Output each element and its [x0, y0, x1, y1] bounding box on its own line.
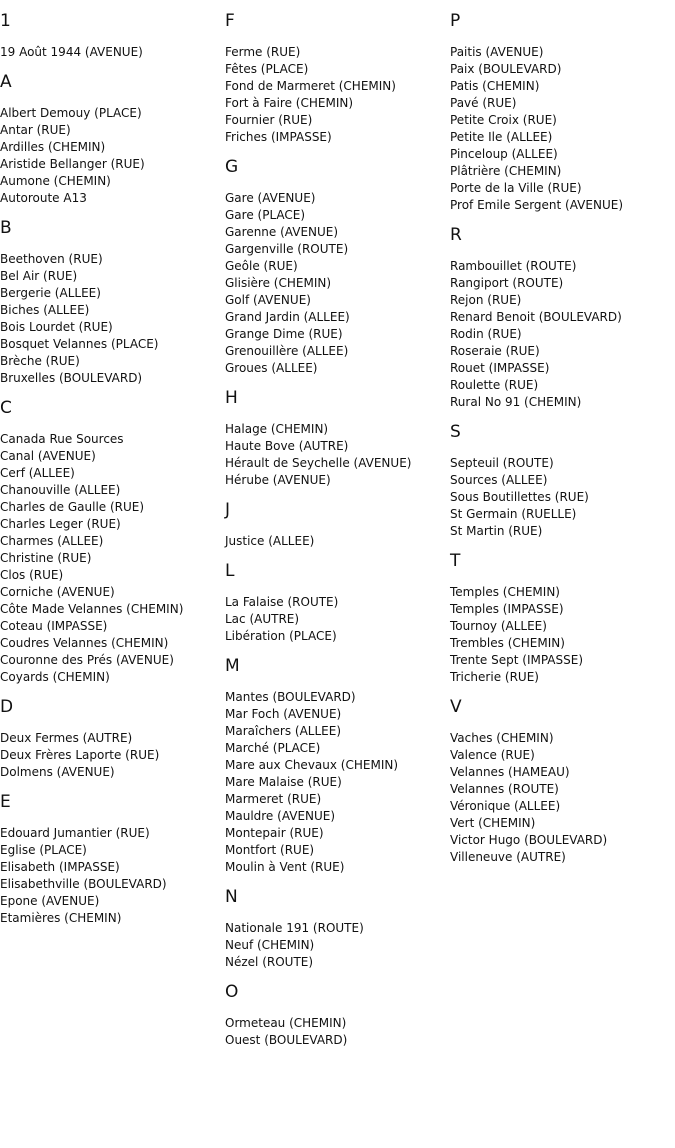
street-link[interactable]: Elisabeth (IMPASSE): [0, 860, 120, 874]
street-link[interactable]: Charles de Gaulle (RUE): [0, 500, 145, 514]
street-link[interactable]: Coteau (IMPASSE): [0, 619, 108, 633]
street-link[interactable]: Marché (PLACE): [225, 741, 321, 755]
street-link[interactable]: Gare (PLACE): [225, 208, 306, 222]
street-link[interactable]: Vaches (CHEMIN): [450, 731, 554, 745]
street-link[interactable]: Grand Jardin (ALLEE): [225, 310, 350, 324]
street-link[interactable]: Geôle (RUE): [225, 259, 298, 273]
street-link[interactable]: Rural No 91 (CHEMIN): [450, 395, 582, 409]
street-link[interactable]: Tricherie (RUE): [450, 670, 539, 684]
street-link[interactable]: Mare aux Chevaux (CHEMIN): [225, 758, 399, 772]
street-link[interactable]: Fort à Faire (CHEMIN): [225, 96, 354, 110]
street-link[interactable]: Groues (ALLEE): [225, 361, 318, 375]
letter-section-f: [225, 10, 450, 146]
street-link[interactable]: Chanouville (ALLEE): [0, 483, 121, 497]
street-link[interactable]: Villeneuve (AUTRE): [450, 850, 566, 864]
street-link[interactable]: La Falaise (ROUTE): [225, 595, 339, 609]
street-link[interactable]: Patis (CHEMIN): [450, 79, 540, 93]
section-letter-heading: H: [225, 388, 238, 408]
section-letter-heading: E: [0, 792, 11, 812]
street-link[interactable]: Christine (RUE): [0, 551, 92, 565]
street-link[interactable]: Temples (IMPASSE): [450, 602, 564, 616]
street-link[interactable]: Rejon (RUE): [450, 293, 522, 307]
street-link[interactable]: Corniche (AVENUE): [0, 585, 115, 599]
street-link[interactable]: Rodin (RUE): [450, 327, 522, 341]
section-letter-heading: M: [225, 656, 240, 676]
street-link[interactable]: Elisabethville (BOULEVARD): [0, 877, 167, 891]
street-link[interactable]: Justice (ALLEE): [225, 534, 315, 548]
section-letter-heading: S: [450, 422, 461, 442]
street-link[interactable]: Charmes (ALLEE): [0, 534, 104, 548]
street-link[interactable]: Bosquet Velannes (PLACE): [0, 337, 159, 351]
street-link[interactable]: Roseraie (RUE): [450, 344, 540, 358]
street-link[interactable]: Petite Croix (RUE): [450, 113, 557, 127]
street-link[interactable]: Ardilles (CHEMIN): [0, 140, 106, 154]
street-link[interactable]: Velannes (ROUTE): [450, 782, 559, 796]
street-link[interactable]: Beethoven (RUE): [0, 252, 103, 266]
letter-section-r: [450, 224, 675, 411]
street-link[interactable]: Couronne des Prés (AVENUE): [0, 653, 174, 667]
street-link[interactable]: Montfort (RUE): [225, 843, 315, 857]
section-letter-heading: G: [225, 157, 239, 177]
street-link[interactable]: Glisière (CHEMIN): [225, 276, 332, 290]
street-link[interactable]: Lac (AUTRE): [225, 612, 300, 626]
street-index-column-1: [0, 0, 225, 927]
street-link[interactable]: Montepair (RUE): [225, 826, 324, 840]
section-letter-heading: B: [0, 218, 12, 238]
street-link[interactable]: Bergerie (ALLEE): [0, 286, 101, 300]
street-link[interactable]: Grange Dime (RUE): [225, 327, 343, 341]
letter-section-p: [450, 10, 675, 214]
street-link[interactable]: Autoroute A13: [0, 191, 87, 205]
street-link[interactable]: Hérault de Seychelle (AVENUE): [225, 456, 412, 470]
street-link[interactable]: 19 Août 1944 (AVENUE): [0, 45, 143, 59]
street-link[interactable]: Petite Ile (ALLEE): [450, 130, 553, 144]
letter-section-a: [0, 71, 225, 207]
street-link[interactable]: Grenouillère (ALLEE): [225, 344, 349, 358]
street-link[interactable]: Fêtes (PLACE): [225, 62, 309, 76]
street-link[interactable]: Gargenville (ROUTE): [225, 242, 349, 256]
street-link[interactable]: Deux Fermes (AUTRE): [0, 731, 133, 745]
street-link[interactable]: Paitis (AVENUE): [450, 45, 544, 59]
street-link[interactable]: Roulette (RUE): [450, 378, 539, 392]
street-link[interactable]: Temples (CHEMIN): [450, 585, 560, 599]
street-link[interactable]: Ormeteau (CHEMIN): [225, 1016, 347, 1030]
street-index-column-2: [225, 0, 450, 1049]
street-link[interactable]: Fond de Marmeret (CHEMIN): [225, 79, 396, 93]
street-link[interactable]: Cerf (ALLEE): [0, 466, 75, 480]
street-link[interactable]: Bois Lourdet (RUE): [0, 320, 113, 334]
street-link[interactable]: Bel Air (RUE): [0, 269, 78, 283]
street-link[interactable]: St Germain (RUELLE): [450, 507, 577, 521]
letter-section-j: [225, 499, 450, 550]
street-link[interactable]: Fournier (RUE): [225, 113, 313, 127]
street-link[interactable]: Neuf (CHEMIN): [225, 938, 315, 952]
street-link[interactable]: Ouest (BOULEVARD): [225, 1033, 348, 1047]
street-link[interactable]: Brèche (RUE): [0, 354, 80, 368]
street-link[interactable]: Septeuil (ROUTE): [450, 456, 554, 470]
letter-section-b: [0, 217, 225, 387]
section-letter-heading: J: [225, 500, 231, 520]
street-link[interactable]: Mare Malaise (RUE): [225, 775, 342, 789]
section-letter-heading: L: [225, 561, 235, 581]
street-link[interactable]: Biches (ALLEE): [0, 303, 90, 317]
street-link[interactable]: Bruxelles (BOULEVARD): [0, 371, 143, 385]
street-link[interactable]: Moulin à Vent (RUE): [225, 860, 345, 874]
street-link[interactable]: Trente Sept (IMPASSE): [450, 653, 584, 667]
section-letter-heading: T: [450, 551, 461, 571]
street-link[interactable]: Aumone (CHEMIN): [0, 174, 111, 188]
street-link[interactable]: Mauldre (AVENUE): [225, 809, 336, 823]
letter-section-v: [450, 696, 675, 866]
street-link[interactable]: Dolmens (AVENUE): [0, 765, 115, 779]
street-link[interactable]: Clos (RUE): [0, 568, 64, 582]
street-link[interactable]: Charles Leger (RUE): [0, 517, 121, 531]
street-link[interactable]: Rouet (IMPASSE): [450, 361, 550, 375]
letter-section-t: [450, 550, 675, 686]
street-link[interactable]: Deux Frères Laporte (RUE): [0, 748, 160, 762]
street-link[interactable]: Prof Emile Sergent (AVENUE): [450, 198, 623, 212]
letter-section-1: [0, 10, 225, 61]
street-link[interactable]: St Martin (RUE): [450, 524, 543, 538]
street-link[interactable]: Mar Foch (AVENUE): [225, 707, 342, 721]
section-letter-heading: O: [225, 982, 239, 1002]
letter-section-e: [0, 791, 225, 927]
street-link[interactable]: Valence (RUE): [450, 748, 535, 762]
street-link[interactable]: Edouard Jumantier (RUE): [0, 826, 150, 840]
street-link[interactable]: Tournoy (ALLEE): [450, 619, 547, 633]
street-link[interactable]: Eglise (PLACE): [0, 843, 87, 857]
street-link[interactable]: Porte de la Ville (RUE): [450, 181, 582, 195]
street-link[interactable]: Gare (AVENUE): [225, 191, 316, 205]
letter-section-d: [0, 696, 225, 781]
street-link[interactable]: Ferme (RUE): [225, 45, 301, 59]
street-link[interactable]: Etamières (CHEMIN): [0, 911, 122, 925]
street-link[interactable]: Libération (PLACE): [225, 629, 337, 643]
street-link[interactable]: Canada Rue Sources: [0, 432, 124, 446]
street-link[interactable]: Haute Bove (AUTRE): [225, 439, 349, 453]
letter-section-n: [225, 886, 450, 971]
street-link[interactable]: Coyards (CHEMIN): [0, 670, 110, 684]
street-link[interactable]: Antar (RUE): [0, 123, 71, 137]
section-letter-heading: R: [450, 225, 462, 245]
street-link[interactable]: Hérube (AVENUE): [225, 473, 331, 487]
street-link[interactable]: Mantes (BOULEVARD): [225, 690, 356, 704]
letter-section-c: [0, 397, 225, 686]
letter-section-l: [225, 560, 450, 645]
street-link[interactable]: Canal (AVENUE): [0, 449, 96, 463]
letter-section-h: [225, 387, 450, 489]
street-link[interactable]: Paix (BOULEVARD): [450, 62, 562, 76]
street-link[interactable]: Victor Hugo (BOULEVARD): [450, 833, 608, 847]
street-link[interactable]: Coudres Velannes (CHEMIN): [0, 636, 169, 650]
street-link[interactable]: Rambouillet (ROUTE): [450, 259, 577, 273]
section-letter-heading: 1: [0, 11, 11, 31]
street-link[interactable]: Rangiport (ROUTE): [450, 276, 564, 290]
street-link[interactable]: Maraîchers (ALLEE): [225, 724, 342, 738]
street-link[interactable]: Albert Demouy (PLACE): [0, 106, 142, 120]
letter-section-m: [225, 655, 450, 876]
street-link[interactable]: Friches (IMPASSE): [225, 130, 332, 144]
letter-section-g: [225, 156, 450, 377]
street-link[interactable]: Véronique (ALLEE): [450, 799, 561, 813]
section-letter-heading: P: [450, 11, 461, 31]
street-link[interactable]: Garenne (AVENUE): [225, 225, 339, 239]
section-letter-heading: D: [0, 697, 14, 717]
street-index-column-3: [450, 0, 675, 866]
letter-section-s: [450, 421, 675, 540]
section-letter-heading: F: [225, 11, 235, 31]
street-link[interactable]: Pinceloup (ALLEE): [450, 147, 558, 161]
section-letter-heading: C: [0, 398, 12, 418]
street-link[interactable]: Trembles (CHEMIN): [450, 636, 565, 650]
street-link[interactable]: Aristide Bellanger (RUE): [0, 157, 145, 171]
section-letter-heading: V: [450, 697, 462, 717]
letter-section-o: [225, 981, 450, 1049]
street-link[interactable]: Pavé (RUE): [450, 96, 517, 110]
street-link[interactable]: Marmeret (RUE): [225, 792, 322, 806]
section-letter-heading: N: [225, 887, 238, 907]
street-link[interactable]: Nézel (ROUTE): [225, 955, 314, 969]
street-link[interactable]: Sources (ALLEE): [450, 473, 548, 487]
street-link[interactable]: Vert (CHEMIN): [450, 816, 536, 830]
street-link[interactable]: Sous Boutillettes (RUE): [450, 490, 589, 504]
street-link[interactable]: Côte Made Velannes (CHEMIN): [0, 602, 184, 616]
section-letter-heading: A: [0, 72, 12, 92]
street-link[interactable]: Epone (AVENUE): [0, 894, 100, 908]
street-link[interactable]: Nationale 191 (ROUTE): [225, 921, 364, 935]
street-link[interactable]: Velannes (HAMEAU): [450, 765, 570, 779]
street-link[interactable]: Golf (AVENUE): [225, 293, 311, 307]
street-link[interactable]: Plâtrière (CHEMIN): [450, 164, 562, 178]
street-link[interactable]: Renard Benoit (BOULEVARD): [450, 310, 622, 324]
street-link[interactable]: Halage (CHEMIN): [225, 422, 329, 436]
